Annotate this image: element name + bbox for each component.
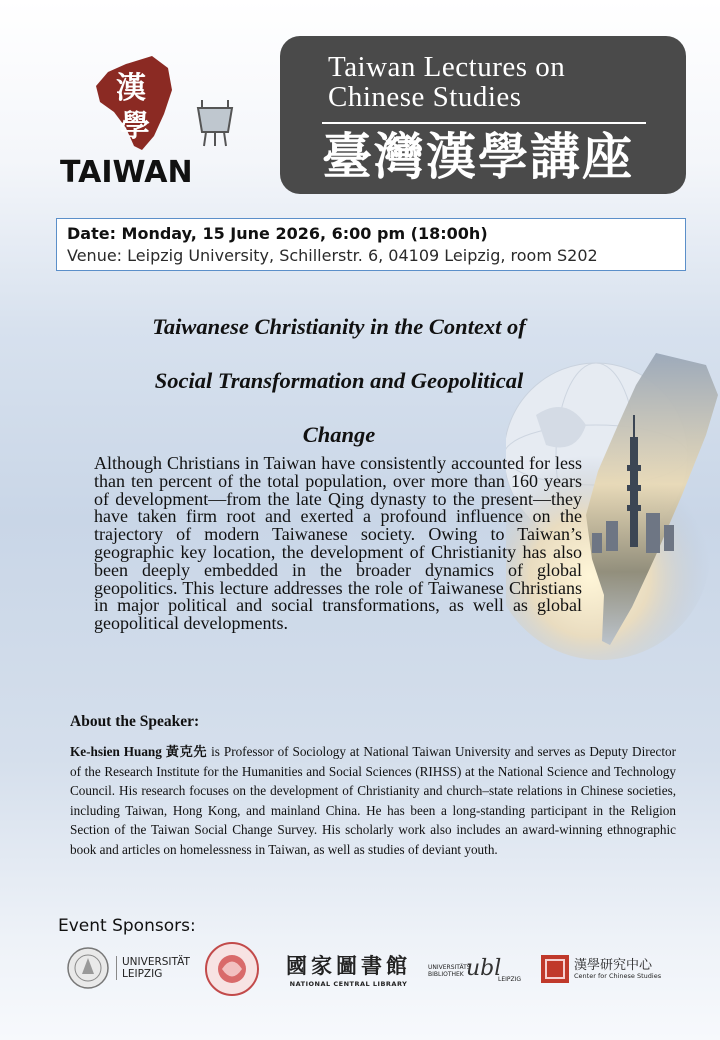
event-date: Date: Monday, 15 June 2026, 6:00 pm (18:00h) xyxy=(67,224,488,243)
red-seal-icon xyxy=(204,940,260,998)
speaker-bio xyxy=(70,742,676,859)
speaker-bio-text: is Professor of Sociology at National Taiwan University and serves as Deputy Director of the Research Institute for the Humanities and Social Sciences (RIHSS) at the National Science and Technology Council. His research focuses on the development of Christianity and church–state relations in Chinese societies, including Taiwan, Hong Kong, and mainland China. He has been a long-standing participant in the Religion Section of the Taiwan Social Change Survey. His scholarly work also includes an award-winning ethnographic book and articles on homelessness in Taiwan, as well as studies of deviant youth. xyxy=(70,744,676,857)
logo-text: TAIWAN xyxy=(60,155,193,190)
lecture-title-line-1: Taiwanese Christianity in the Context of xyxy=(152,314,526,339)
speaker-name: Ke-hsien Huang 黃克先 xyxy=(70,744,208,759)
series-title-en: Taiwan Lectures on Chinese Studies xyxy=(328,51,566,113)
ubl-mark: ubl xyxy=(466,956,502,981)
lecture-title-line-2: Social Transformation and Geopolitical xyxy=(154,368,524,393)
lecture-abstract: Although Christians in Taiwan have consistently accounted for less than ten percent of the total population, over more than 160 years of development—from the late Qing dynasty to the present—they have taken firm root and exerted a profound influence on the trajectory of modern Taiwanese society. Owing to Taiwan’s geographic key location, the development of Christianity has also been deeply embedded in the broader dynamics of global geopolitics. This lecture addresses the role of Taiwanese Christians in major political and social transformations, as well as global geopolitical developments. xyxy=(94,453,582,634)
sponsor-confucius-institute xyxy=(204,940,260,1003)
ccs-sub: Center for Chinese Studies xyxy=(574,972,662,980)
series-title-zh: 臺灣漢學講座 xyxy=(322,127,634,186)
sponsor-leipzig-name: UNIVERSITÄT xyxy=(122,956,190,968)
lecture-title-line-3: Change xyxy=(302,422,376,447)
leipzig-seal-icon xyxy=(66,946,110,990)
event-venue: Venue: Leipzig University, Schillerstr. 6, 04109 Leipzig, room S202 xyxy=(67,246,598,265)
sponsor-ub-leipzig xyxy=(428,950,524,990)
ding-vessel-icon xyxy=(198,100,232,146)
ubl-name: UNIVERSITÄTS BIBLIOTHEK xyxy=(428,964,471,978)
taiwan-chinese-studies-logo xyxy=(56,50,236,190)
series-title-box xyxy=(280,36,686,194)
lecture-title xyxy=(100,300,578,462)
sponsor-leipzig-sub: LEIPZIG xyxy=(122,968,163,980)
sponsor-logos xyxy=(0,940,720,1010)
logo-glyph-xue: 學 xyxy=(120,109,150,144)
about-speaker-heading: About the Speaker: xyxy=(70,713,200,730)
ubl-sub: LEIPZIG xyxy=(498,976,522,983)
ccs-seal-icon xyxy=(540,954,570,984)
sponsors-heading: Event Sponsors: xyxy=(58,916,196,936)
title-divider xyxy=(322,122,646,124)
ncl-sub: NATIONAL CENTRAL LIBRARY xyxy=(289,980,408,988)
sponsor-national-central-library xyxy=(286,950,411,988)
logo-glyph-han: 漢 xyxy=(116,71,146,106)
ccs-name: 漢學研究中心 xyxy=(574,958,653,973)
event-info-box xyxy=(56,218,686,271)
ncl-name: 國家圖書館 xyxy=(286,953,411,978)
sponsor-leipzig-university xyxy=(66,946,190,995)
